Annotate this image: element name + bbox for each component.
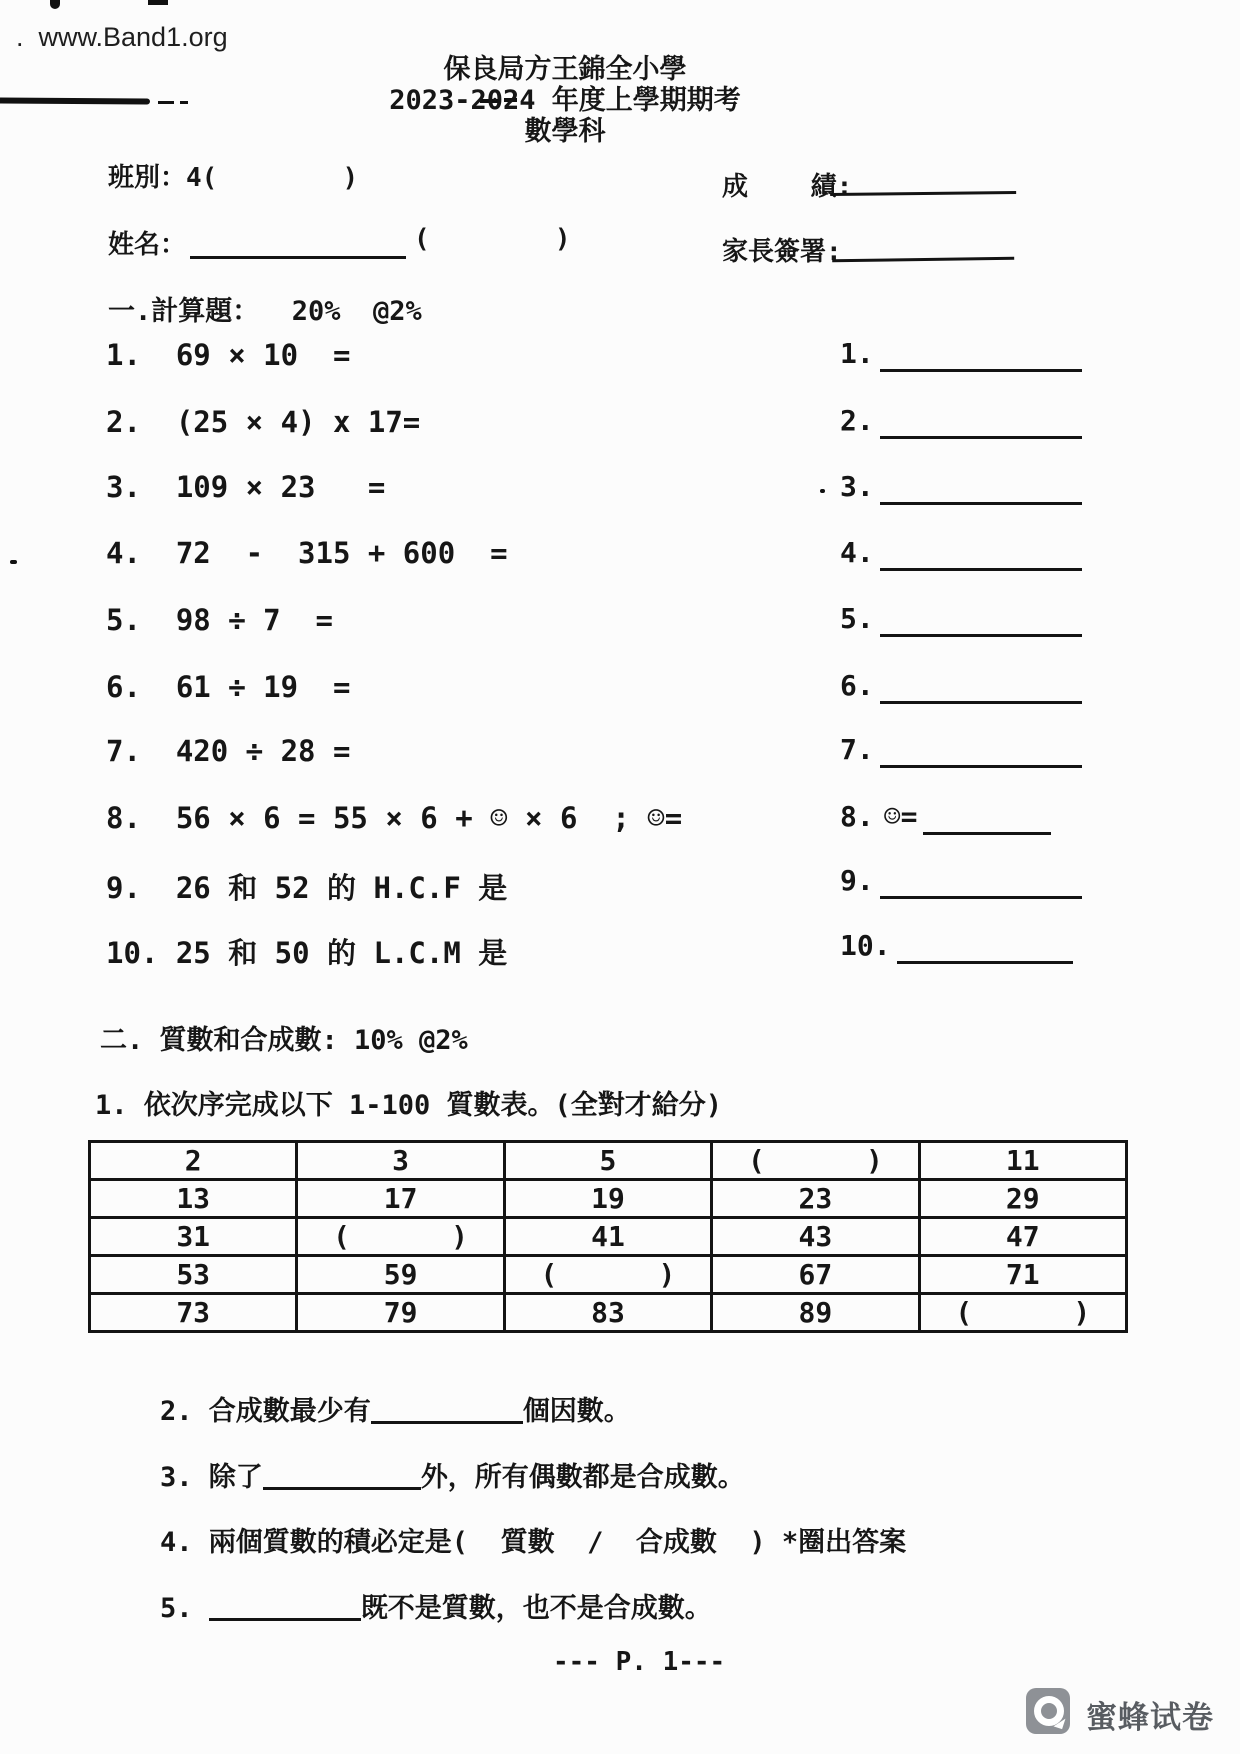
answer-blank (880, 667, 1082, 704)
answer-number: 1. (840, 337, 874, 370)
question-text: 5. (160, 1593, 209, 1624)
answer-number: 4. (840, 536, 874, 569)
table-cell-blank: ( ) (297, 1218, 504, 1256)
table-cell: 47 (919, 1218, 1126, 1256)
table-cell: 83 (504, 1294, 711, 1332)
smiley-icon: ☺= (883, 800, 918, 833)
answer-row-3 (840, 469, 1082, 505)
answer-blank (880, 600, 1082, 637)
table-row (90, 1294, 1127, 1332)
section1-title: 一.計算題： 20% @2% (108, 296, 422, 327)
question-text: 2. 合成數最少有 (160, 1396, 371, 1427)
question-text: 4. 兩個質數的積必定是( 質數 / 合成數 ) *圈出答案 (160, 1527, 907, 1558)
table-cell: 53 (90, 1256, 297, 1294)
header (0, 54, 1130, 147)
answer-row-10 (840, 928, 1073, 964)
question-8: 8. 56 × 6 = 55 × 6 + ☺ × 6 ; ☺= (106, 801, 683, 835)
table-cell: 89 (712, 1294, 919, 1332)
answer-row-4 (840, 535, 1082, 571)
table-cell-blank: ( ) (504, 1256, 711, 1294)
table-cell-blank: ( ) (919, 1294, 1126, 1332)
class-field-label: 班別：4( ) (108, 163, 359, 193)
answer-row-8 (840, 799, 1051, 835)
table-cell: 11 (919, 1142, 1126, 1180)
question-2: 2. (25 × 4) x 17= (106, 405, 421, 439)
answer-row-9 (840, 863, 1082, 899)
answer-number: 6. (840, 669, 874, 702)
answer-row-6 (840, 668, 1082, 704)
page-number: --- P. 1--- (553, 1647, 726, 1677)
table-cell: 17 (297, 1180, 504, 1218)
answer-blank (880, 862, 1082, 899)
answer-blank (880, 402, 1082, 439)
name-label: 姓名： (108, 230, 187, 260)
question-text: 外，所有偶數都是合成數。 (420, 1462, 745, 1493)
question-text: 既不是質數，也不是合成數。 (360, 1593, 712, 1624)
table-cell: 19 (504, 1180, 711, 1218)
school-name: 保良局方王錦全小學 (443, 54, 687, 85)
table-cell: 41 (504, 1218, 711, 1256)
beeshijuan-logo-icon (1026, 1688, 1070, 1734)
answer-blank (880, 335, 1082, 372)
table-cell: 13 (90, 1180, 297, 1218)
table-row (90, 1256, 1127, 1294)
table-cell: 67 (712, 1256, 919, 1294)
scan-artifact (148, 0, 168, 5)
table-cell: 29 (919, 1180, 1126, 1218)
question-5: 5. 98 ÷ 7 = (106, 603, 333, 637)
answer-row-5 (840, 601, 1082, 637)
parent-sign-blank (832, 227, 1014, 263)
scan-artifact (50, 0, 60, 9)
table-cell: 79 (297, 1294, 504, 1332)
question-4: 4. 72 - 315 + 600 = (106, 536, 508, 570)
scan-artifact (10, 560, 17, 564)
exam-title: 2023-2024 年度上學期期考 (389, 85, 741, 116)
question-10: 10. 25 和 50 的 L.C.M 是 (106, 936, 508, 970)
table-cell: 71 (919, 1256, 1126, 1294)
answer-blank (923, 798, 1051, 835)
subject-title: 數學科 (524, 116, 606, 147)
table-cell: 43 (712, 1218, 919, 1256)
question-6: 6. 61 ÷ 19 = (106, 670, 351, 704)
table-cell: 2 (90, 1142, 297, 1180)
table-row (90, 1218, 1127, 1256)
answer-row-2 (840, 403, 1082, 439)
answer-number: 10. (840, 929, 891, 962)
parent-sign-label: 家長簽署: (722, 237, 842, 267)
question-text: 個因數。 (522, 1396, 631, 1427)
name-blank (190, 226, 406, 259)
table-row (90, 1180, 1127, 1218)
table-cell-blank: ( ) (712, 1142, 919, 1180)
question-3: 3. 109 × 23 = (106, 470, 386, 504)
answer-number: 2. (840, 404, 874, 437)
answer-blank (897, 927, 1073, 964)
question-9: 9. 26 和 52 的 H.C.F 是 (106, 871, 508, 905)
answer-number: 9. (840, 864, 874, 897)
section2-question-1: 1. 依次序完成以下 1-100 質數表。(全對才給分) (95, 1090, 723, 1121)
table-cell: 5 (504, 1142, 711, 1180)
question-1: 1. 69 × 10 = (106, 338, 351, 372)
question-text: 3. 除了 (160, 1462, 263, 1493)
table-cell: 3 (297, 1142, 504, 1180)
table-cell: 23 (712, 1180, 919, 1218)
fill-blank (209, 1590, 361, 1621)
score-blank (830, 161, 1016, 196)
answer-number: 8. (840, 800, 874, 833)
question-7: 7. 420 ÷ 28 = (106, 734, 351, 768)
answer-number: 3. (840, 470, 874, 503)
table-cell: 31 (90, 1218, 297, 1256)
fill-blank (371, 1393, 523, 1424)
prime-number-table (88, 1140, 1128, 1333)
name-suffix: ( ) (414, 224, 571, 254)
scan-artifact (820, 489, 825, 493)
table-row (90, 1142, 1127, 1180)
watermark: . www.Band1.org (16, 22, 228, 52)
answer-row-1 (840, 336, 1082, 372)
section2-title: 二. 質數和合成數: 10% @2% (100, 1025, 468, 1056)
answer-blank (880, 731, 1082, 768)
answer-number: 5. (840, 602, 874, 635)
answer-row-7 (840, 732, 1082, 768)
answer-number: 7. (840, 733, 874, 766)
logo-tail (1054, 1716, 1066, 1729)
fill-blank (263, 1459, 421, 1490)
answer-blank (880, 534, 1082, 571)
beeshijuan-logo-text: 蜜蜂试卷 (1086, 1700, 1214, 1736)
answer-blank (880, 468, 1082, 505)
section2-question-5 (95, 1555, 712, 1656)
table-cell: 73 (90, 1294, 297, 1332)
score-label: 成 績: (722, 172, 853, 202)
table-cell: 59 (297, 1256, 504, 1294)
